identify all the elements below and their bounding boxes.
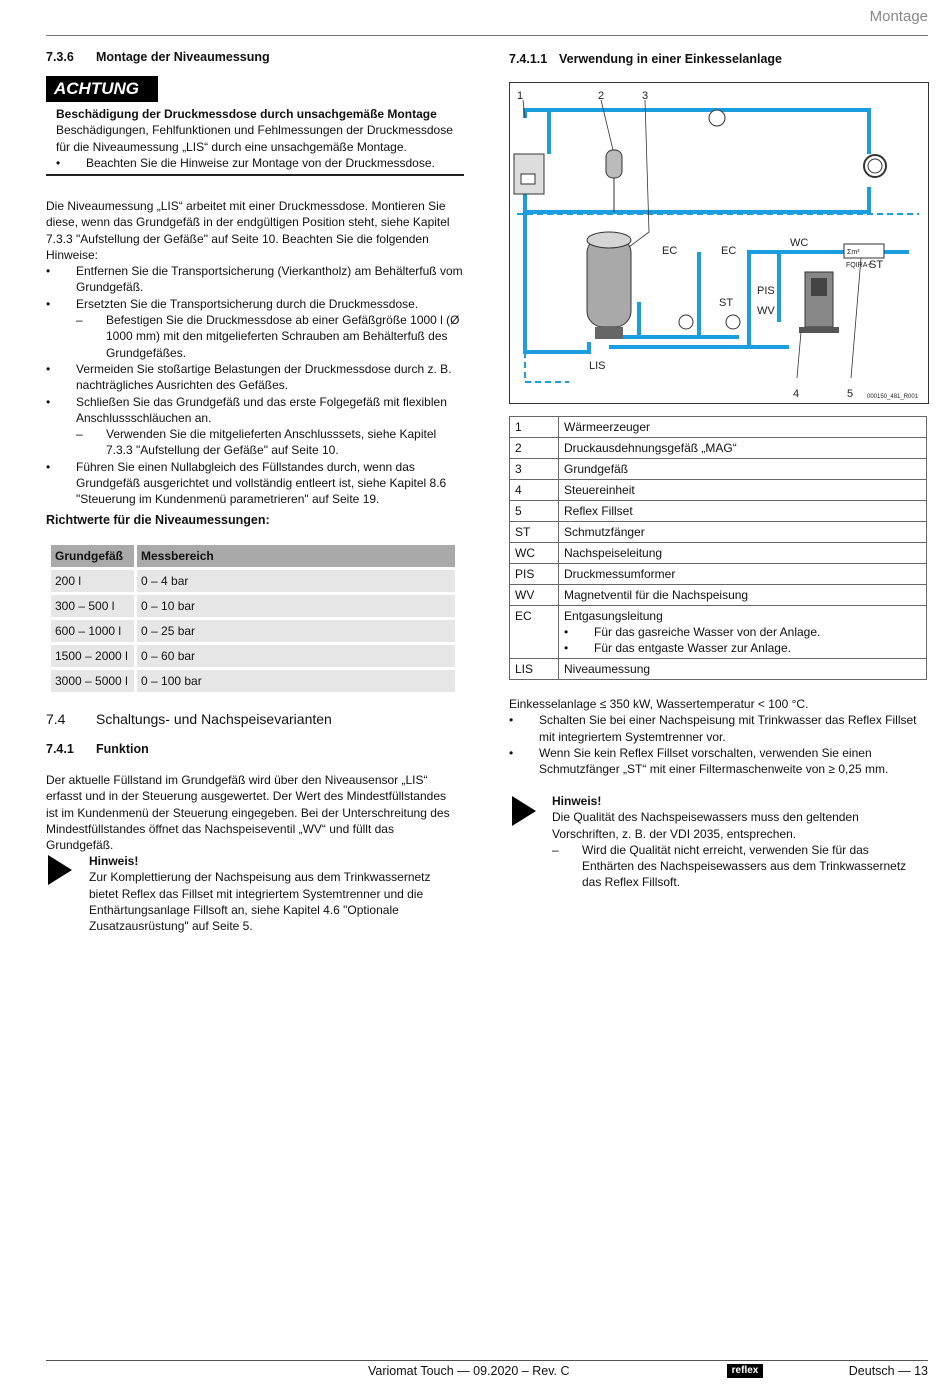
- hint-text: Zur Komplettierung der Nachspeisung aus dem Trinkwassernetz bietet Reflex das Fillset mit integriertem Systemtrenner und die Enthärtungsanlage Fillsoft an, siehe Kapitel 4.6 "Optionale Zusatzausrüstung" auf Seite 5.: [89, 870, 431, 934]
- label-wc: WC: [790, 237, 809, 249]
- table-row: [510, 606, 927, 659]
- step-text: Entfernen Sie die Transportsicherung (Vierkantholz) am Behälterfuß vom Grundgefäß.: [76, 264, 463, 295]
- section-number: 7.4.1.1: [509, 52, 548, 66]
- einkessel-bullet: • Schalten Sie bei einer Nachspeisung mit Trinkwasser das Reflex Fillset mit integriertem Systemtrenner vor.: [509, 712, 925, 745]
- table-cell: 0 – 10 bar: [137, 595, 455, 617]
- table-row: [51, 670, 455, 692]
- steps-list: [46, 263, 466, 507]
- section-number: 7.3.6: [46, 50, 74, 64]
- table-cell: 200 l: [51, 570, 134, 592]
- label-fqira: FQIRA+: [846, 262, 872, 269]
- warning-title: Beschädigung der Druckmessdose durch unsachgemäße Montage: [56, 107, 437, 121]
- hint-title: Hinweis!: [552, 794, 602, 808]
- label-ec-2: EC: [721, 245, 737, 257]
- step-item: [46, 296, 466, 361]
- richtwerte-table: [48, 542, 458, 695]
- legend-value: Entgasungsleitung: [564, 609, 663, 623]
- col-header: Messbereich: [137, 545, 455, 567]
- callout-5: 5: [847, 388, 854, 400]
- legend-key: PIS: [510, 564, 559, 585]
- warning-block: [56, 106, 464, 171]
- legend-value: Schmutzfänger: [559, 522, 927, 543]
- funktion-paragraph: Der aktuelle Füllstand im Grundgefäß wird über den Niveausensor „LIS“ erfasst und in der Steuerung ausgewertet. Der Wert des Mindestfüllstandes ist im Kundenmenü der Steuerung eingegeben. Bei der Unterschreitung des Mindestfüllstandes öffnet das Nachspeiseventil „WV“ und füllt das Grundgefäß.: [46, 773, 450, 853]
- table-row: [51, 645, 455, 667]
- section-title: Schaltungs- und Nachspeisevarianten: [96, 711, 332, 727]
- warning-rule: [46, 174, 464, 176]
- legend-key: 1: [510, 417, 559, 438]
- header-rule: [46, 35, 928, 36]
- legend-value-cell: [559, 606, 927, 659]
- einkessel-bullet: • Wenn Sie kein Reflex Fillset vorschalten, verwenden Sie einen Schmutzfänger „ST“ mit einer Filtermaschenweite von ≥ 0,25 mm.: [509, 745, 925, 778]
- section-title: Funktion: [96, 742, 149, 756]
- legend-key: EC: [510, 606, 559, 659]
- label-st: ST: [719, 297, 734, 309]
- section-7-3-6-heading: [46, 50, 270, 64]
- legend-value: Steuereinheit: [559, 480, 927, 501]
- callout-3: 3: [642, 90, 649, 102]
- callout-2: 2: [598, 90, 605, 102]
- table-row: [510, 480, 927, 501]
- step-text: Vermeiden Sie stoßartige Belastungen der Druckmessdose durch z. B. nachträgliches Ausrichten des Gefäßes.: [76, 361, 452, 393]
- section-title: Montage der Niveaumessung: [96, 50, 270, 64]
- einkessel-block: [509, 696, 925, 777]
- step-text: Führen Sie einen Nullabgleich des Füllstandes durch, wenn das Grundgefäß ausgerichtet und vollständig entleert ist, siehe Kapitel 8.6 "Steuerung im Kundenmenü parametrieren" auf Seite 19.: [76, 459, 447, 507]
- step-item: [46, 459, 466, 508]
- warning-label: ACHTUNG: [46, 76, 158, 102]
- table-cell: 0 – 25 bar: [137, 620, 455, 642]
- einkessel-line: Einkesselanlage ≤ 350 kW, Wassertemperatur < 100 °C.: [509, 697, 809, 711]
- table-row: [51, 570, 455, 592]
- table-header-row: [51, 545, 455, 567]
- step-item: [46, 263, 466, 296]
- hint-arrow-icon: [48, 855, 72, 885]
- step-text: Ersetzten Sie die Transportsicherung durch die Druckmessdose.: [76, 296, 419, 311]
- warning-bullet: • Beachten Sie die Hinweise zur Montage von der Druckmessdose.: [56, 155, 464, 171]
- legend-value: Reflex Fillset: [559, 501, 927, 522]
- callout-1: 1: [517, 90, 524, 102]
- table-row: [510, 501, 927, 522]
- hint-arrow-icon: [512, 796, 536, 826]
- step-item: [46, 394, 466, 459]
- legend-key: WC: [510, 543, 559, 564]
- legend-value: Nachspeiseleitung: [559, 543, 927, 564]
- intro-text: Die Niveaumessung „LIS“ arbeitet mit einer Druckmessdose. Montieren Sie diese, wenn das Grundgefäß in der endgültigen Position steht, siehe Kapitel 7.3.3 "Aufstellung der Gefäße" auf Seite 10. Beachten Sie die folgenden Hinweise:: [46, 199, 450, 262]
- table-row: [510, 522, 927, 543]
- table-row: [510, 438, 927, 459]
- legend-value: Grundgefäß: [559, 459, 927, 480]
- table-row: [510, 659, 927, 680]
- legend-sub: • Für das entgaste Wasser zur Anlage.: [564, 640, 921, 656]
- legend-sub: • Für das gasreiche Wasser von der Anlage.: [564, 624, 921, 640]
- col-header: Grundgefäß: [51, 545, 134, 567]
- step-item: [46, 361, 466, 394]
- footer-center: Variomat Touch — 09.2020 – Rev. C: [368, 1364, 570, 1378]
- label-lis: LIS: [589, 360, 606, 372]
- step-sub: – Verwenden Sie die mitgelieferten Anschlusssets, siehe Kapitel 7.3.3 "Aufstellung der Gefäße" auf Seite 10.: [76, 426, 466, 459]
- hint-text: Die Qualität des Nachspeisewassers muss den geltenden Vorschriften, z. B. der VDI 2035, entsprechen.: [552, 810, 859, 841]
- legend-key: ST: [510, 522, 559, 543]
- hint-block: [89, 853, 459, 934]
- section-title: Verwendung in einer Einkesselanlage: [559, 52, 782, 66]
- section-7-4-1-heading: [46, 742, 149, 756]
- label-m3: Σm³: [847, 249, 860, 256]
- section-number: 7.4: [46, 711, 66, 727]
- table-cell: 1500 – 2000 l: [51, 645, 134, 667]
- section-number: 7.4.1: [46, 742, 74, 756]
- label-st-2: ST: [869, 259, 884, 271]
- table-cell: 600 – 1000 l: [51, 620, 134, 642]
- legend-key: 2: [510, 438, 559, 459]
- legend-key: WV: [510, 585, 559, 606]
- legend-value: Druckmessumformer: [559, 564, 927, 585]
- richtwerte-title: Richtwerte für die Niveaumessungen:: [46, 513, 270, 527]
- intro-paragraph: [46, 198, 466, 508]
- table-row: [510, 543, 927, 564]
- schematic-diagram: [509, 82, 929, 404]
- section-7-4-1-1-heading: [509, 52, 782, 66]
- legend-value: Wärmeerzeuger: [559, 417, 927, 438]
- table-row: [510, 564, 927, 585]
- table-row: [51, 595, 455, 617]
- table-row: [510, 417, 927, 438]
- hint-block-2: [552, 793, 922, 891]
- table-row: [510, 459, 927, 480]
- step-sub: – Befestigen Sie die Druckmessdose ab einer Gefäßgröße 1000 l (Ø 1000 mm) mit den mitgelieferten Schrauben am Behälterfuß des Grundgefäßes.: [76, 312, 466, 361]
- table-cell: 0 – 4 bar: [137, 570, 455, 592]
- table-cell: 0 – 100 bar: [137, 670, 455, 692]
- legend-key: LIS: [510, 659, 559, 680]
- legend-key: 5: [510, 501, 559, 522]
- table-row: [51, 620, 455, 642]
- footer-rule: [46, 1360, 928, 1361]
- legend-value: Magnetventil für die Nachspeisung: [559, 585, 927, 606]
- legend-key: 4: [510, 480, 559, 501]
- table-cell: 0 – 60 bar: [137, 645, 455, 667]
- reflex-logo: reflex: [727, 1364, 763, 1378]
- table-row: [510, 585, 927, 606]
- hint-sub: – Wird die Qualität nicht erreicht, verwenden Sie für das Enthärten des Nachspeisewassers aus dem Trinkwassernetz das Reflex Fillsoft.: [552, 842, 922, 891]
- hint-title: Hinweis!: [89, 854, 139, 868]
- footer-page: Deutsch — 13: [848, 1364, 928, 1378]
- label-ec-1: EC: [662, 245, 678, 257]
- label-wv: WV: [757, 305, 775, 317]
- page-header-title: Montage: [869, 8, 928, 25]
- table-cell: 300 – 500 l: [51, 595, 134, 617]
- step-text: Schließen Sie das Grundgefäß und das erste Folgegefäß mit flexiblen Anschlussschläuchen an.: [76, 394, 447, 425]
- callout-4: 4: [793, 388, 800, 400]
- label-pis: PIS: [757, 285, 775, 297]
- legend-value: Niveaumessung: [559, 659, 927, 680]
- legend-key: 3: [510, 459, 559, 480]
- table-cell: 3000 – 5000 l: [51, 670, 134, 692]
- legend-value: Druckausdehnungsgefäß „MAG“: [559, 438, 927, 459]
- warning-text: Beschädigungen, Fehlfunktionen und Fehlmessungen der Druckmessdose für die Niveaumessung „LIS“ durch eine unsachgemäße Montage.: [56, 123, 453, 154]
- diagram-code: 000150_481_R001: [867, 394, 919, 400]
- section-7-4-heading: [46, 711, 332, 727]
- legend-table: [509, 416, 927, 680]
